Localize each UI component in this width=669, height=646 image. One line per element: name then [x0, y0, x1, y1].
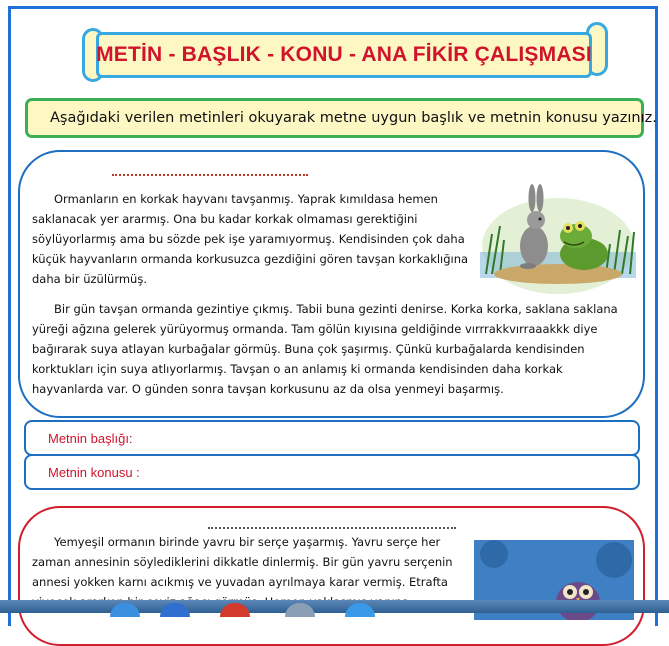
- story2-title-blank[interactable]: [208, 519, 456, 529]
- story2-paragraph-1-text: Yemyeşil ormanın birinde yavru bir serçe yaşarmış. Yavru serçe her zaman annesinin söylediklerini dikkatle dinlermiş. Bir gün yavru serçenin annesi yokken karnı acıkmış ve yuvadan ayrılmaya karar vermiş. Etrafta: [32, 535, 453, 589]
- story1-paragraph-2: [32, 299, 632, 399]
- page-title: METİN - BAŞLIK - KONU - ANA FİKİR ÇALIŞMASI: [96, 43, 592, 66]
- taskbar: [0, 600, 669, 613]
- answer-topic-box[interactable]: [24, 454, 640, 490]
- title-banner-body: [96, 32, 592, 78]
- instruction-box: [25, 98, 657, 138]
- story1-paragraph-1: [32, 189, 477, 289]
- instruction-text: Aşağıdaki verilen metinleri okuyarak metne uygun başlık ve metnin konusu yazınız.: [50, 110, 657, 126]
- answer-title-label: Metnin başlığı:: [48, 430, 133, 446]
- answer-topic-label: Metnin konusu :: [48, 464, 140, 480]
- title-banner: [82, 22, 608, 84]
- story1-title-blank[interactable]: [112, 166, 308, 176]
- story1-paragraph-1-text: Ormanların en korkak hayvanı tavşanmış. Yaprak kımıldasa hemen saklanacak yer ararmış. Ona bu kadar korkak olmaması gerektiğini söylüyorlarmış ama bu sözde pek işe yaramıyormuş. Kendisinden çok daha küçük hayvanların ormanda korkusuzca gezdiğini gören tavşan korkaklığına daha bir üzülürmüş.: [32, 192, 469, 286]
- rabbit-frog-illustration: [480, 174, 636, 296]
- story1-paragraph-2-text: Bir gün tavşan ormanda gezintiye çıkmış. Tabii buna gezinti denirse. Korka korka, saklana saklana yüreği ağzına gelerek yürüyormuş ormanda. Tam gölün kıyısına geldiğinde vırrrakkvırraaakkk diye bağırarak suya atlayan kurbağalar görmüş. Buna çok şaşırmış. Çünkü kurbağalarda kendisinden korktukları için suya atlıyorlarmış. Tavşan o an anlamış ki ormanda kendisinden daha korkak hayvanlarda var. O günden sonra tavşan korkusunu az da olsa yenmeyi başarmış.: [32, 302, 618, 396]
- answer-title-box[interactable]: [24, 420, 640, 456]
